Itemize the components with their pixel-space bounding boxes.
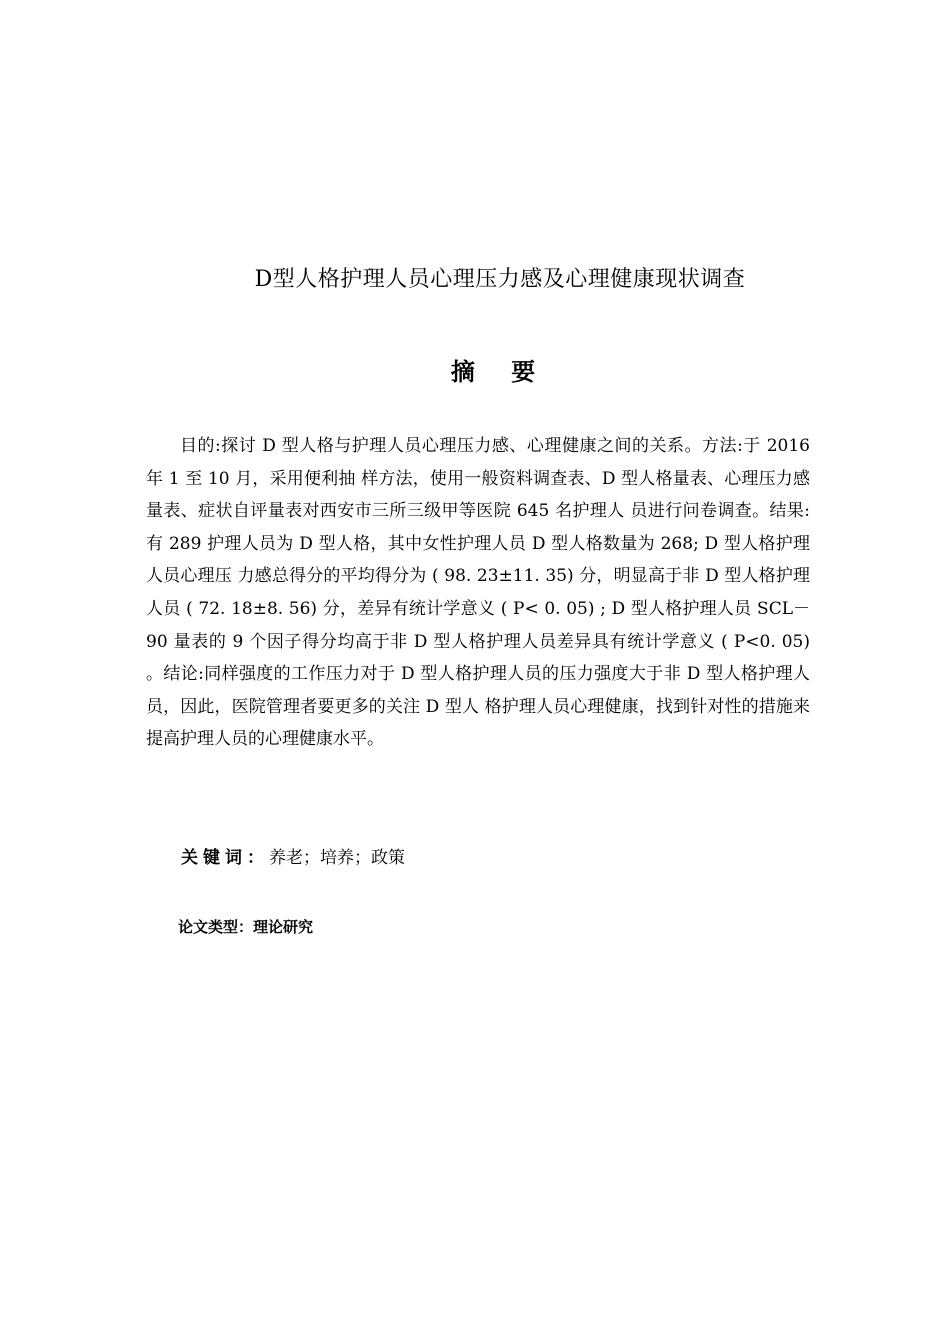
keywords-label: 关键词：: [181, 848, 269, 868]
keywords-value: 养老；培养；政策: [269, 848, 405, 868]
paper-title: D型人格护理人员心理压力感及心理健康现状调查: [254, 267, 746, 292]
abstract-heading: 摘 要: [450, 357, 550, 386]
abstract-body: 目的:探讨 D 型人格与护理人员心理压力感、心理健康之间的关系。方法:于 2016 年 1 至 10 月，采用便利抽 样方法，使用一般资料调查表、D 型人格量表、心理压力感量表、症状自评量表对西安市三所三级甲等医院 645 名护理人 员进行问卷调查。结果:有 289 护理人员为 D 型人格，其中女性护理人员 D 型人格数量为 268; D 型人格护理人员心理压 力感总得分的平均得分为 ( 98. 23±11. 35) 分，明显高于非 D 型人格护理人员 ( 72. 18±8. 56) 分，差异有统计学意义 ( P< 0. 05) ; D 型人格护理人员 SCL－90 量表的 9 个因子得分均高于非 D 型人格护理人员差异具有统计学意义 ( P<0. 05) 。结论:同样强度的工作压力对于 D 型人格护理人员的压力强度大于非 D 型人格护理人员，因此，医院管理者要更多的关注 D 型人 格护理人员心理健康，找到针对性的措施来提高护理人员的心理健康水平。: [146, 436, 810, 750]
keywords-line: [181, 843, 405, 868]
paper-type: 论文类型：理论研究: [178, 918, 314, 936]
